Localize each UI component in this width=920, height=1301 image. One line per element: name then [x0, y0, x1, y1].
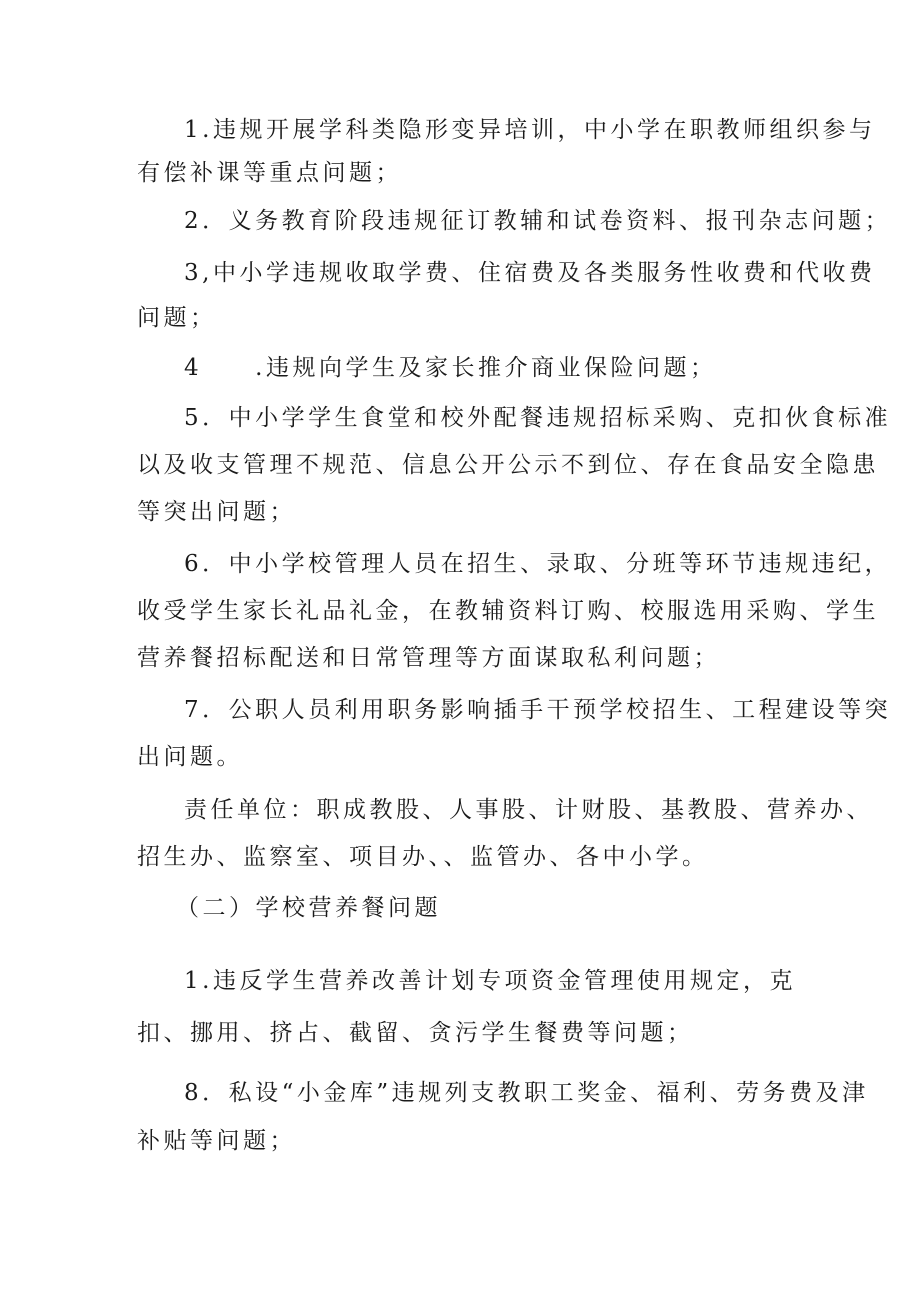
item-7-line-2: 出问题。	[137, 744, 243, 770]
item-5-line-1: 5．中小学学生食堂和校外配餐违规招标采购、克扣伙食标准	[184, 405, 892, 431]
item-8-line-1: 8．私设“小金库”违规列支教职工奖金、福利、劳务费及津	[184, 1080, 869, 1106]
responsible-units-line-2: 招生办、监察室、项目办、、监管办、各中小学。	[137, 844, 709, 870]
item-1-line-2: 有偿补课等重点问题；	[137, 160, 402, 186]
item-6-line-3: 营养餐招标配送和日常管理等方面谋取私利问题；	[137, 645, 720, 671]
section-heading: （二）学校营养餐问题	[176, 895, 441, 921]
item-8-line-2: 补贴等问题；	[137, 1128, 296, 1154]
item-5-line-2: 以及收支管理不规范、信息公开公示不到位、存在食品安全隐患	[137, 452, 879, 478]
item-6-line-1: 6．中小学校管理人员在招生、录取、分班等环节违规违纪，	[184, 551, 892, 577]
responsible-units-line-1: 责任单位：职成教股、人事股、计财股、基教股、营养办、	[184, 797, 873, 823]
item-3-line-2: 问题；	[137, 305, 217, 331]
item-5-line-3: 等突出问题；	[137, 499, 296, 525]
item-6-line-2: 收受学生家长礼品礼金，在教辅资料订购、校服选用采购、学生	[137, 598, 879, 624]
section-2-item-1-line-1: 1.违反学生营养改善计划专项资金管理使用规定，克	[184, 968, 796, 994]
item-4-line-1: 4 .违规向学生及家长推介商业保险问题；	[184, 355, 717, 381]
section-2-item-1-line-2: 扣、挪用、挤占、截留、贪污学生餐费等问题；	[137, 1020, 694, 1046]
item-2-line-1: 2．义务教育阶段违规征订教辅和试卷资料、报刊杂志问题；	[184, 208, 892, 234]
item-1-line-1: 1.违规开展学科类隐形变异培训，中小学在职教师组织参与	[184, 117, 876, 143]
item-3-line-1: 3,中小学违规收取学费、住宿费及各类服务性收费和代收费	[184, 260, 876, 286]
item-7-line-1: 7．公职人员利用职务影响插手干预学校招生、工程建设等突	[184, 697, 892, 723]
